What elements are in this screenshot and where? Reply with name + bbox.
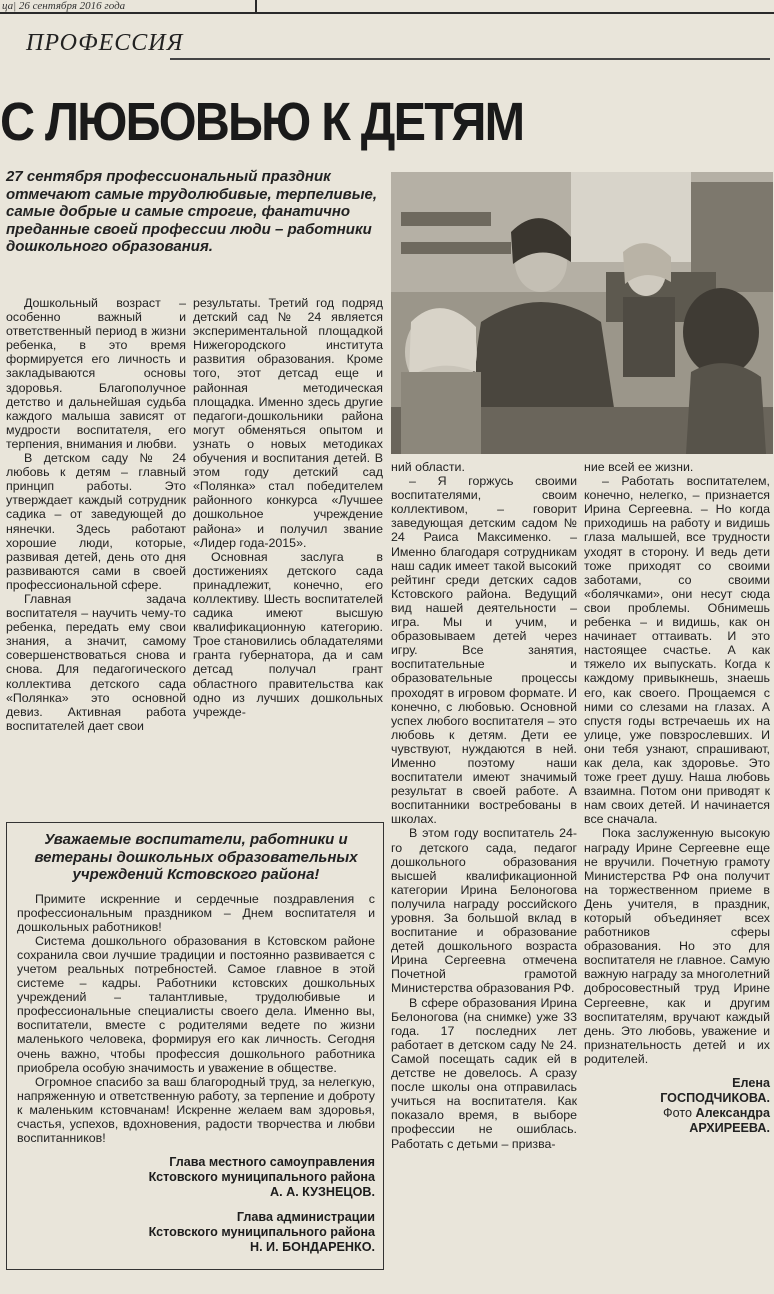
paragraph: результаты. Третий год подряд детский сад № 24 является экспериментальной площадкой Нижегородского института развития образования. Кроме того, этот детсад еще и районная методическая площадка. Именно здесь другие педагоги-дошкольники района могут обменяться опытом и узнать о новых методиках обучения и воспитания детей. В этом году детский сад «Полянка» стал победителем районного конкурса «Лучшее дошкольное учреждение района» и получил звание «Лидер года-2015». [193, 296, 383, 550]
photo-credit-name: Александра [695, 1106, 770, 1121]
rubric: ПРОФЕССИЯ [26, 30, 184, 56]
photo-illustration [391, 172, 773, 454]
signature-1 [17, 1155, 375, 1200]
article-lead: 27 сентября профессиональный праздник отмечают самые трудолюбивые, терпеливые, самые добрые и самые строгие, фанатично преданные своей профессии люди – работники дошкольного образования. [6, 168, 378, 255]
paragraph: ние всей ее жизни. [584, 460, 694, 474]
header-divider [255, 0, 257, 12]
author-byline [584, 1076, 770, 1106]
congratulation-heading: Уважаемые воспитатели, работники и ветераны дошкольных образовательных учреждений Кстовского района! [34, 831, 358, 883]
signature-name: Н. И. БОНДАРЕНКО. [249, 1240, 375, 1255]
text-column-4 [584, 460, 770, 1136]
signature-title: Глава администрации [236, 1210, 375, 1225]
paragraph: В сфере образования Ирина Белоногова (на снимке) уже 33 года. 17 последних лет работает в детском саду № 24. Самой посещать садик ей в детстве не довелось. А сразу после школы она отправилась учиться на воспитателя. Как показало время, в выборе профессии не ошиблась. Работать с детьми – призва- [391, 995, 577, 1151]
author-last-name: ГОСПОДЧИКОВА. [660, 1091, 770, 1106]
paragraph: Главная задача воспитателя – научить чему-то ребенка, передать ему свои знания, а значит, самому совершенствоваться снова и снова. Для педагогического коллектива детского сада «Полянка» это основной девиз. Активная работа воспитателей дает свои [6, 591, 186, 733]
photo-credit-prefix: Фото [663, 1106, 692, 1121]
signature-name: А. А. КУЗНЕЦОВ. [270, 1185, 375, 1200]
photo-credit-surname: АРХИРЕЕВА. [689, 1121, 770, 1136]
paragraph: – Работать воспитателем, конечно, нелегко, – признается Ирина Сергеевна. – Но когда приходишь на работу и видишь глаза малышей, все трудности уходят в сторону. И ведь дети тоже приходят со своими заботами, со своими «болячками», они несут сюда свои проблемы. Обнимешь ребенка – и видишь, как он начинает оттаивать. И это настоящее счастье. А как тяжело их выпускать. Когда к каждому привыкнешь, знаешь его, как своего. Прощаемся с ними со слезами на глазах. А спустя годы встречаешь их на улице, уже повзрослевших. И они тебя узнают, спрашивают, как дела, как здоровье. Это тоже греет душу. Наша любовь взаимна. Потом они приводят к нам своих детей. И начинается все сначала. [584, 474, 770, 827]
header-date: ца| 26 сентября 2016 года [2, 0, 126, 12]
paragraph: – Я горжусь своими воспитателями, своим коллективом, – говорит заведующая детским садом № 24 Раиса Максименко. – Именно благодаря сотрудникам наш садик имеет такой высокий рейтинг среди детских садов Кстовского района. Ведущий вид нашей деятельности – игра. Мы и учим, и образовываем детей через игру. Все занятия, воспитательные и образовательные процессы проходят в игровом формате. И конечно, с любовью. Основной успех любого воспитателя – это любовь к детям. Дети ее чувствуют, нуждаются в ней. Именно поэтому наши воспитатели имеют значимый результат в своей работе. А воспитанники востребованы в школах. [391, 474, 577, 827]
paragraph: ний области. [391, 460, 465, 474]
header-strip [0, 0, 774, 14]
paragraph: Система дошкольного образования в Кстовском районе сохранила свои лучшие традиции и постоянно развивается с учетом реальных потребностей. Самое главное в этой системе – кадры. Работники кстовских дошкольных учреждений – талантливые, трудолюбивые и профессиональные специалисты своего дела. Именно вы, воспитатели, вместе с родителями ведете по жизни маленького человека, формируя его как личность. Сегодня очень важно, чтобы профессия дошкольного работника приобрела особую значимость и уважение в обществе. [17, 933, 375, 1075]
signature-org: Кстовского муниципального района [148, 1170, 375, 1185]
text-column-2 [193, 296, 383, 719]
rubric-rule [170, 58, 770, 60]
article-photo [391, 172, 773, 454]
paragraph: Огромное спасибо за ваш благородный труд, за нелегкую, напряженную и ответственную работу, за терпение и доброту к маленьким кстовчанам! Искренне желаем вам здоровья, счастья, успехов, вдохновения, радости творчества и любви воспитанников! [17, 1074, 375, 1146]
photo-credit [584, 1106, 770, 1136]
article-title: С ЛЮБОВЬЮ К ДЕТЯМ [0, 92, 524, 152]
paragraph: Дошкольный возраст – особенно важный и ответственный период в жизни ребенка, в это время формируется его личность и закладываются основы здоровья. Благополучное детство и дальнейшая судьба каждого малыша зависят от мудрости воспитателя, его терпения, внимания и любви. [6, 296, 186, 451]
signature-org: Кстовского муниципального района [148, 1225, 375, 1240]
paragraph: В этом году воспитатель 24-го детского сада, педагог дошкольного образования высшей квалификационной категории Ирина Белоногова получила награду российского уровня. За большой вклад в воспитание и образование детей дошкольного возраста Ирина Сергеевна отмечена Почетной грамотой Министерства образования РФ. [391, 826, 577, 996]
paragraph: Примите искренние и сердечные поздравления с профессиональным праздником – Днем воспитателя и дошкольных работников! [17, 891, 375, 934]
paragraph: В детском саду № 24 любовь к детям – главный принцип работы. Это утверждает каждый сотрудник садика – от заведующей до нянечки. Здесь работают хорошие люди, которые, развивая детей, день ото дня развиваются сами в своей профессиональной сфере. [6, 451, 186, 592]
signature-2 [17, 1210, 375, 1255]
text-column-3 [391, 460, 577, 1151]
signature-title: Глава местного самоуправления [169, 1155, 375, 1170]
paragraph: Пока заслуженную высокую награду Ирине Сергеевне еще не вручили. Почетную грамоту Министерства РФ она получит на торжественном приеме в День учителя, в праздник, который объединяет всех работников сферы образования. Но это для воспитателя не главное. Самую важную награду за многолетний добросовестный труд Ирине Сергеевне, как и другим воспитателям, вручают каждый день. Это любовь, уважение и признательность детей и их родителей. [584, 826, 770, 1066]
paragraph: Основная заслуга в достижениях детского сада принадлежит, конечно, его коллективу. Шесть воспитателей садика имеют высшую квалификационную категорию. Трое становились обладателями гранта губернатора, да и сам детсад получал грант областного правительства как одно из лучших дошкольных учрежде- [193, 549, 383, 719]
author-first-name: Елена [732, 1076, 770, 1091]
text-column-1 [6, 296, 186, 733]
congratulation-box [6, 822, 384, 1270]
